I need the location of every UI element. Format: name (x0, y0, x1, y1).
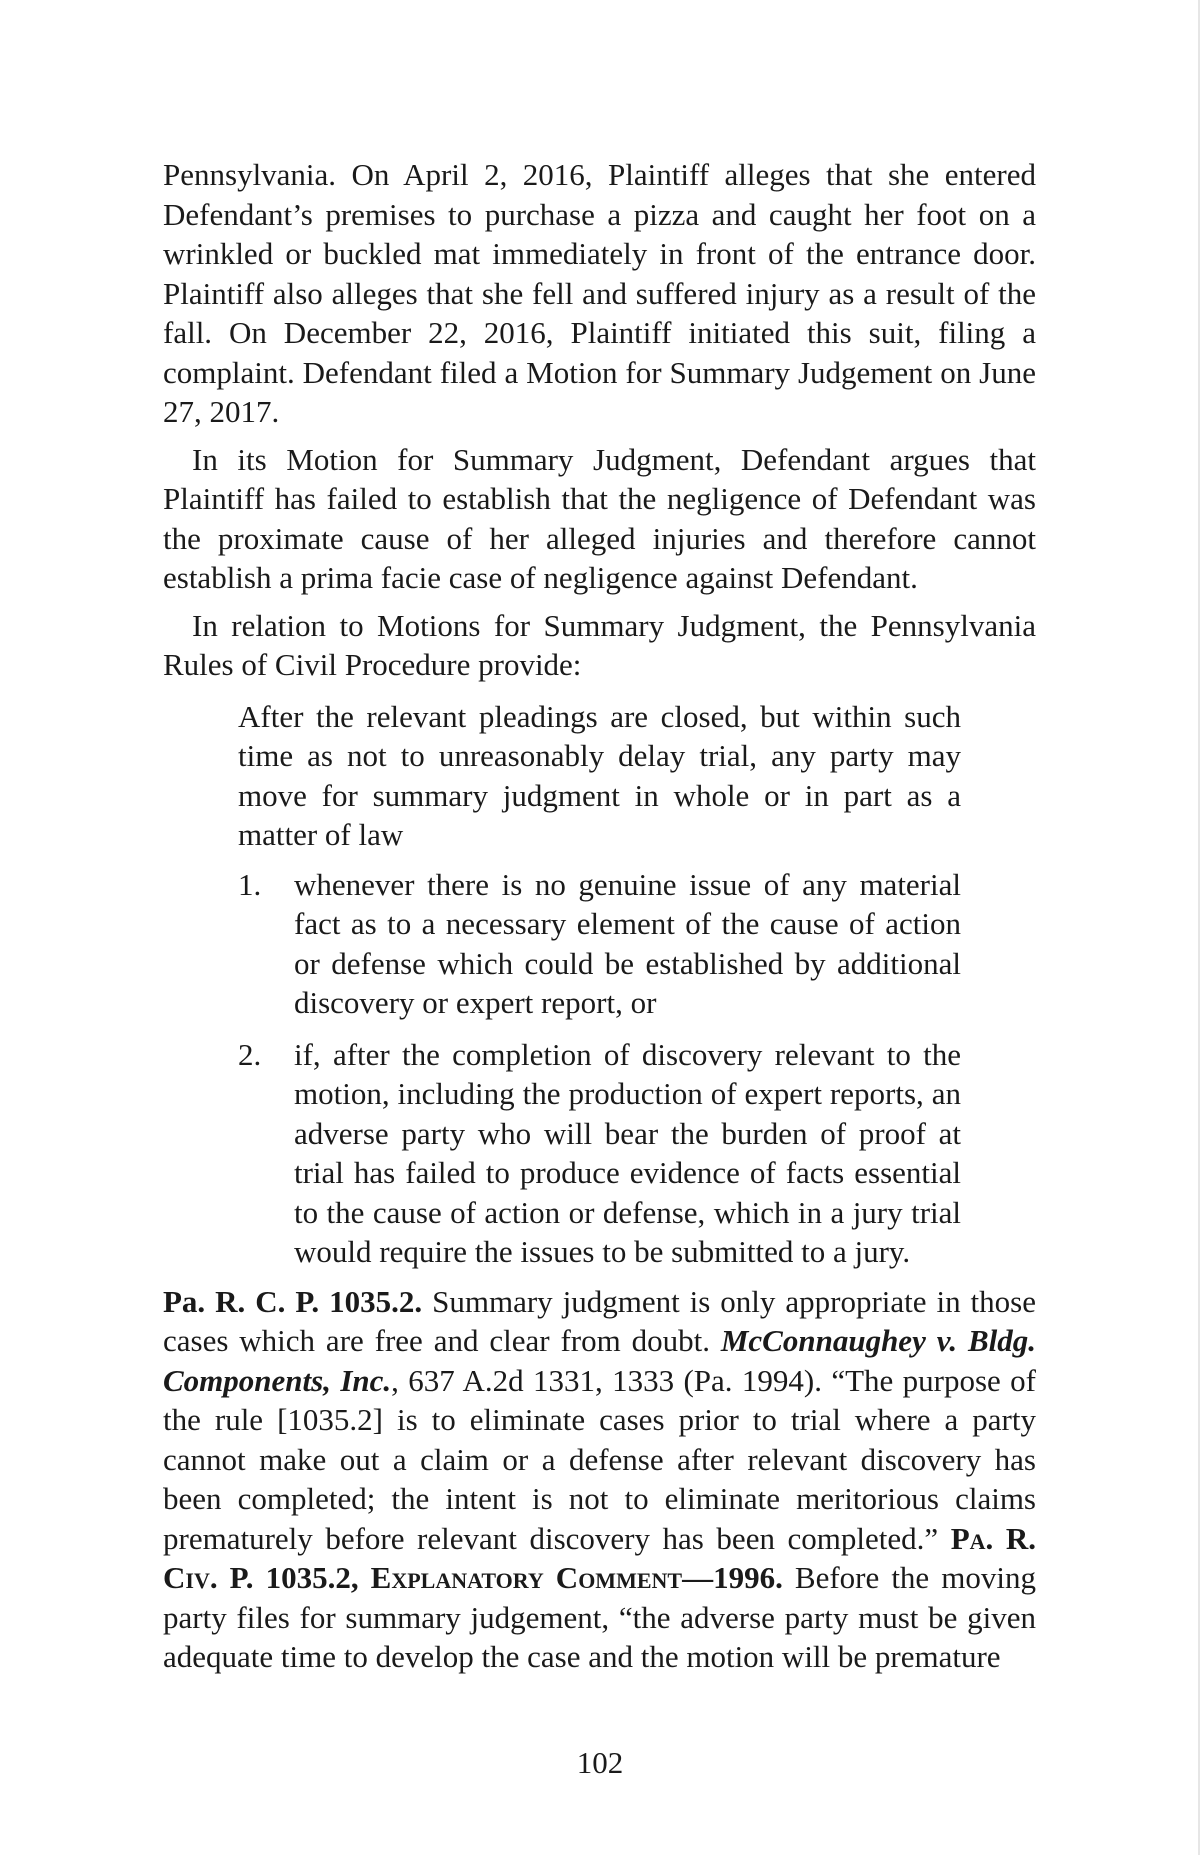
page-number: 102 (576, 1745, 624, 1780)
list-item (163, 865, 961, 1023)
paragraph-background: Pennsylvania. On April 2, 2016, Plaintiff alleges that she entered Defendant’s premises to purchase a pizza and caught her foot on a wrinkled or buckled mat immediately in front of the entrance door. Plaintiff also alleges that she fell and suffered injury as a result of the fall. On December 22, 2016, Plaintiff initiated this suit, filing a complaint. Defendant filed a Motion for Summary Judgement on June 27, 2017. (163, 157, 1036, 429)
block-quote-intro: After the relevant pleadings are closed, but within such time as not to unreasonably delay trial, any party may move for summary judgment in whole or in part as a matter of law (238, 698, 961, 852)
paragraph-text-segment: , 637 A.2d 1331, 1333 (Pa. 1994). “The purpose of the rule [1035.2] is to eliminate cases prior to trial where a party cannot make out a claim or a defense after relevant discovery has been completed; the intent is not to eliminate meritorious claims prematurely before relevant discovery has been completed.” (163, 1362, 1037, 1556)
paragraph-defendant-argument: In its Motion for Summary Judgment, Defendant argues that Plaintiff has failed to establish that the negligence of Defendant was the proximate cause of her alleged injuries and therefore cannot establish a prima facie case of negligence against Defendant. (163, 441, 1036, 595)
list-item (163, 1035, 961, 1272)
comment-citation: Pa. R. Civ. P. 1035.2, Explanatory Comment—1996. (163, 1520, 1036, 1595)
list-item-number: 1. (238, 866, 262, 902)
paragraph-summary-judgment-standard (163, 1282, 1036, 1677)
paragraph-text-segment: Summary judgment is only appropriate in those cases which are free and clear from doubt. (163, 1283, 1036, 1358)
list-item-number: 2. (238, 1036, 262, 1072)
rule-citation: Pa. R. C. P. 1035.2. (163, 1283, 423, 1319)
paragraph-rules-intro: In relation to Motions for Summary Judgment, the Pennsylvania Rules of Civil Procedure provide: (163, 607, 1036, 682)
paragraph-text-segment: Before the moving party files for summary judgement, “the adverse party must be given adequate time to develop the case and the motion will be premature (163, 1560, 1036, 1674)
list-item-text: whenever there is no genuine issue of any material fact as to a necessary element of the cause of action or defense which could be established by additional discovery or expert report, or (294, 866, 961, 1020)
case-citation: McConnaughey v. Bldg. Components, Inc. (163, 1323, 1036, 1398)
list-item-text: if, after the completion of discovery relevant to the motion, including the production of expert reports, an adverse party who will bear the burden of proof at trial has failed to produce evidence of facts essential to the cause of action or defense, which in a jury trial would require the issues to be submitted to a jury. (294, 1036, 961, 1269)
body-text (163, 155, 1036, 1677)
rule-list (163, 865, 961, 1272)
